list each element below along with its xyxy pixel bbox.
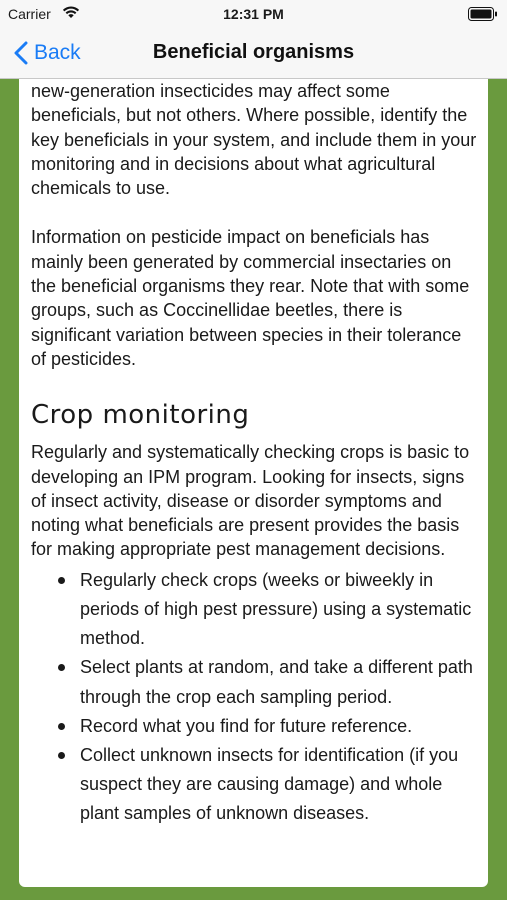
list-item: [31, 566, 481, 654]
paragraph-pesticide-impact: Information on pesticide impact on beneficials has mainly been generated by commercial insectaries on the beneficial organisms they rear. Note that with some groups, such as Coccinellidae beetles, there is significant variation between species in their tolerance of pesticides.: [31, 227, 470, 369]
page-title: Beneficial organisms: [152, 41, 355, 63]
paragraph-beneficials: new-generation insecticides may affect some beneficials, but not others. Where possible, identify the key beneficials in your system, and include them in your monitoring and in decisions about what agricultural chemicals to use.: [31, 81, 477, 199]
status-time: 12:31 PM: [223, 6, 284, 22]
battery-icon: [468, 7, 498, 24]
list-item-text: Collect unknown insects for identification (if you suspect they are causing damage) and whole plant samples of unknown diseases.: [80, 744, 459, 824]
list-item-text: Select plants at random, and take a different path through the crop each sampling period.: [80, 657, 473, 707]
list-item-text: Regularly check crops (weeks or biweekly in periods of high pest pressure) using a systematic method.: [80, 569, 472, 649]
back-label: Back: [34, 41, 81, 64]
status-bar: [0, 0, 507, 28]
list-item: [31, 741, 481, 829]
paragraph-crop-monitoring: Regularly and systematically checking crops is basic to developing an IPM program. Looking for insects, signs of insect activity, disease or disorder symptoms and noting what beneficials are present provides the basis for making appropriate pest management decisions.: [31, 442, 470, 560]
content-card[interactable]: [19, 79, 488, 887]
bullet-icon: [58, 577, 65, 584]
bullet-icon: [58, 723, 65, 730]
list-item-text: Record what you find for future reference.: [80, 715, 413, 736]
section-heading-crop-monitoring: Crop monitoring: [31, 400, 250, 431]
carrier-label: Carrier: [8, 6, 51, 22]
list-item: [31, 712, 481, 741]
bullet-icon: [58, 752, 65, 759]
bullet-list: [31, 566, 481, 829]
navigation-bar: [0, 28, 507, 79]
bullet-icon: [58, 664, 65, 671]
list-item: [31, 653, 481, 711]
article-body: [31, 79, 481, 829]
